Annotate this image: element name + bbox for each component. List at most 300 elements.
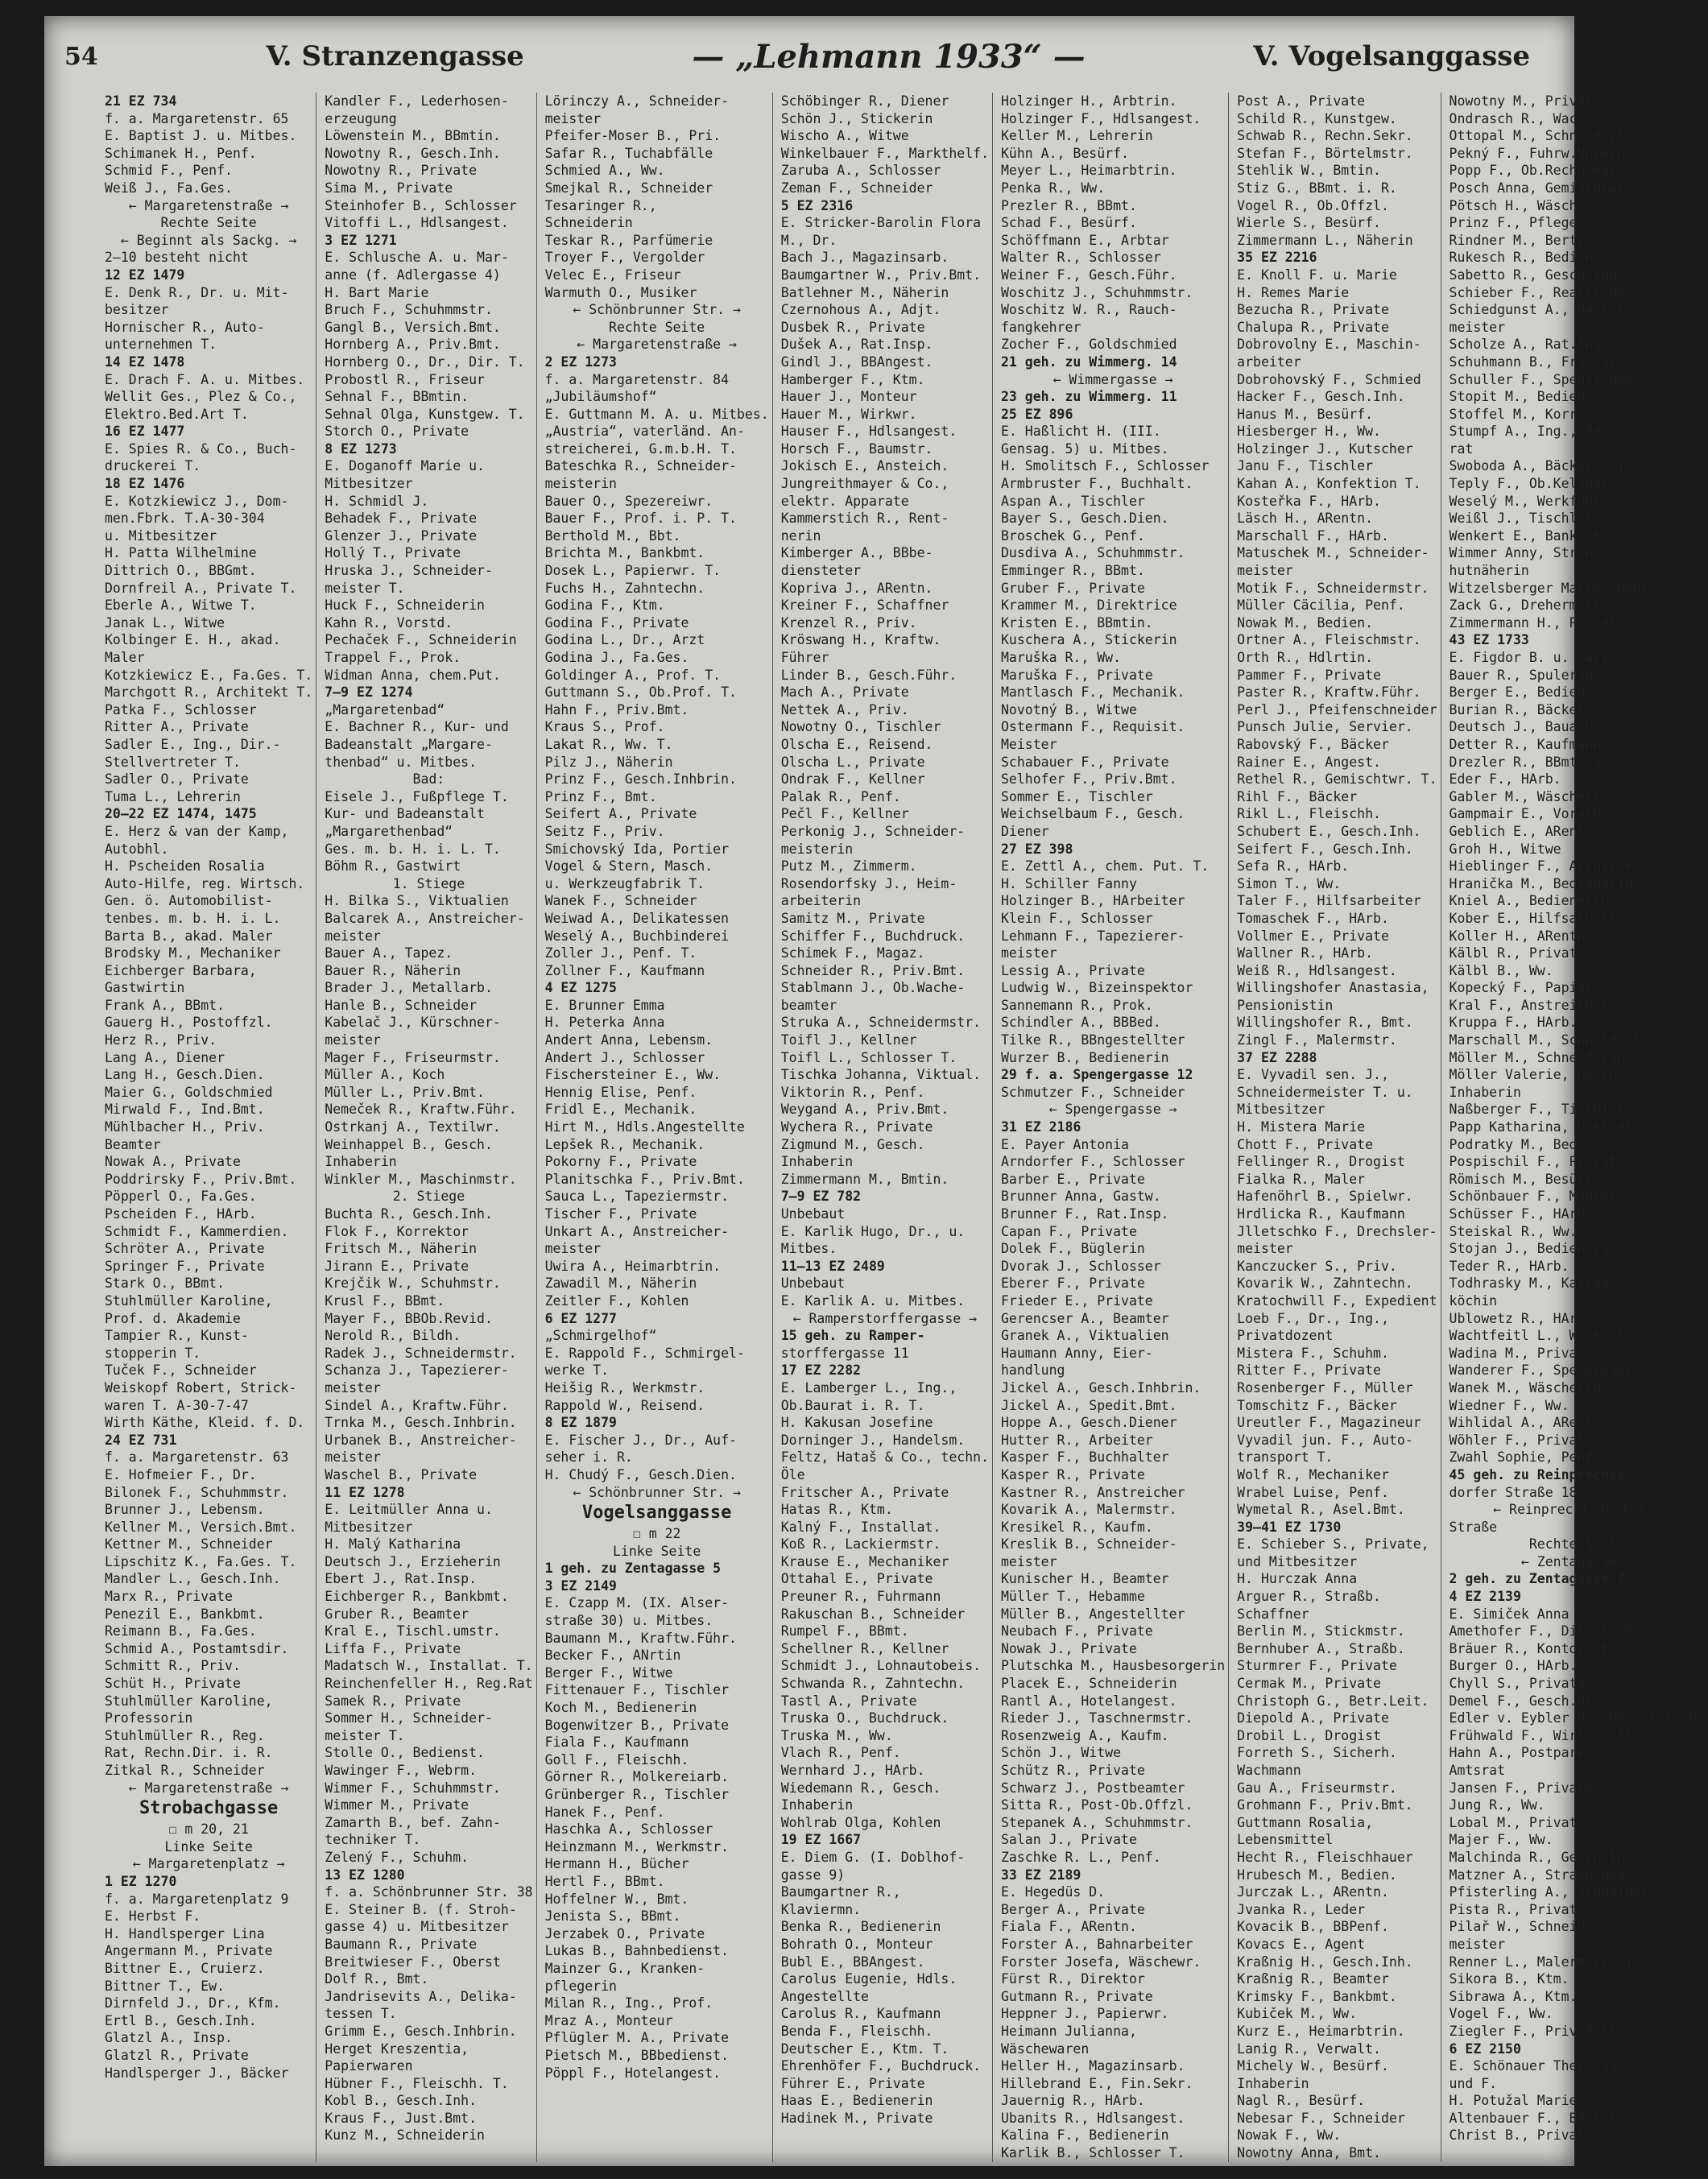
directory-entry: Kniel A., Bedienerin <box>1449 893 1610 909</box>
directory-entry: Breitwieser F., Oberst <box>325 1954 501 1970</box>
directory-entry: Forster Josefa, Wäschewr. <box>1001 1954 1201 1970</box>
directory-entry: Hornischer R., Auto- <box>105 319 265 335</box>
directory-entry: Wallner R., HArb. <box>1237 945 1374 961</box>
directory-entry: Holzinger J., Kutscher <box>1237 440 1413 457</box>
directory-entry: Selhofer F., Priv.Bmt. <box>1001 771 1177 788</box>
directory-entry: Stablmann J., Ob.Wache- <box>780 980 966 996</box>
directory-entry: Hadinek M., Private <box>780 2110 933 2126</box>
directory-entry: Teder R., HArb. <box>1449 1258 1569 1274</box>
directory-entry: Ertl B., Gesch.Inh. <box>105 2012 257 2028</box>
directory-entry: Trnka M., Gesch.Inhbrin. <box>325 1415 517 1431</box>
directory-entry: Papp Katharina, Viktual. <box>1449 1119 1641 1135</box>
directory-entry: Groh H., Witwe <box>1449 841 1561 857</box>
directory-entry: Zamarth B., bef. Zahn- <box>325 1814 501 1830</box>
directory-entry: Mirwald F., Ind.Bmt. <box>105 1102 265 1118</box>
directory-entry: Dorninger J., Handelsm. <box>780 1432 966 1448</box>
directory-entry: Storch O., Private <box>325 424 469 440</box>
directory-entry: Hanus M., Besürf. <box>1237 406 1374 422</box>
directory-entry: Chyll S., Private <box>1449 1676 1586 1692</box>
directory-entry: Schmitt R., Priv. <box>105 1658 241 1674</box>
directory-entry: meister <box>325 1032 381 1048</box>
directory-entry: Hanle B., Schneider <box>325 997 478 1013</box>
directory-entry: H. Hurczak Anna <box>1237 1571 1358 1587</box>
directory-column-5 <box>1001 93 1229 2162</box>
directory-entry: E. Haßlicht H. (III. <box>1001 424 1161 440</box>
directory-entry: Penka R., Ww. <box>1001 180 1106 196</box>
directory-entry: 7—9 EZ 782 <box>780 1189 862 1205</box>
directory-entry: Ortner A., Fleischmstr. <box>1237 632 1421 648</box>
directory-entry: 16 EZ 1477 <box>105 424 185 440</box>
directory-entry: Eberle A., Witwe T. <box>105 597 257 614</box>
directory-entry: Wimmer F., Schuhmmstr. <box>325 1780 501 1796</box>
directory-entry: Weichselbaum F., Gesch. <box>1001 806 1185 822</box>
directory-entry: Fischersteiner E., Ww. <box>544 1067 722 1083</box>
directory-entry: meister <box>1449 319 1506 335</box>
directory-entry: Ostrkanj A., Textilwr. <box>325 1119 501 1135</box>
directory-column-1 <box>105 93 316 2162</box>
directory-entry: Motik F., Schneidermstr. <box>1237 580 1429 596</box>
directory-entry: Dornfreil A., Private T. <box>105 580 297 596</box>
directory-entry: Hauser F., Hdlsangest. <box>780 424 957 440</box>
directory-entry: Hanek F., Penf. <box>544 1804 665 1820</box>
directory-entry: „Margarethenbad“ <box>325 823 453 839</box>
directory-entry: Schuller F., Spedit.Bmt. <box>1449 371 1641 387</box>
directory-entry: meister <box>325 1449 381 1466</box>
directory-entry: Horsch F., Baumstr. <box>780 440 933 457</box>
directory-entry: Schmidt J., Lohnautobeis. <box>780 1658 982 1674</box>
directory-entry: Bauer R., Spulerin <box>1449 667 1594 683</box>
directory-entry: Nowotny R., Gesch.Inh. <box>325 145 501 161</box>
directory-entry: Sannemann R., Prok. <box>1001 997 1153 1013</box>
directory-entry: Kabelač J., Kürschner- <box>325 1015 501 1031</box>
directory-entry: 5 EZ 2316 <box>780 197 854 213</box>
directory-entry: 33 EZ 2189 <box>1001 1867 1081 1883</box>
directory-entry: Schmied A., Ww. <box>544 163 665 179</box>
directory-entry: Zimmermann M., Bmtin. <box>780 1171 949 1187</box>
directory-entry: Krause E., Mechaniker <box>780 1553 949 1569</box>
directory-entry: Seifert A., Private <box>544 806 697 822</box>
directory-entry: meister <box>1237 563 1293 579</box>
directory-entry: Wirth Käthe, Kleid. f. D. <box>105 1415 305 1431</box>
directory-entry: 8 EZ 1879 <box>544 1415 617 1431</box>
directory-entry: Rieder J., Taschnermstr. <box>1001 1710 1193 1726</box>
directory-entry: Hamberger F., Ktm. <box>780 371 925 387</box>
directory-entry: Mager F., Friseurmstr. <box>325 1049 501 1065</box>
directory-entry: Böhm R., Gastwirt <box>325 858 461 874</box>
directory-entry: ← Wimmergasse → <box>1053 371 1173 387</box>
directory-entry: Rumpel F., BBmt. <box>780 1623 909 1639</box>
directory-entry: 37 EZ 2288 <box>1237 1049 1317 1065</box>
directory-entry: Lehmann F., Tapezierer- <box>1001 928 1185 944</box>
directory-entry: ← Beginnt als Sackg. → <box>120 232 297 248</box>
directory-entry: Krejčik W., Schuhmstr. <box>325 1276 501 1292</box>
directory-entry: meister <box>325 928 381 944</box>
directory-entry: 6 EZ 2150 <box>1449 2040 1521 2057</box>
directory-entry: E. Schieber S., Private, <box>1237 1536 1429 1553</box>
directory-entry: Schabauer F., Private <box>1001 754 1169 770</box>
directory-entry: Kur- und Badeanstalt <box>325 806 485 822</box>
directory-entry: Lang A., Diener <box>105 1049 225 1065</box>
directory-entry: Edler v. Eybler H., Oberst i. R. <box>1449 1710 1706 1726</box>
directory-entry: Sindel A., Kraftw.Führ. <box>325 1397 509 1413</box>
directory-entry: 43 EZ 1733 <box>1449 632 1529 648</box>
directory-column-4 <box>781 93 993 2162</box>
directory-entry: Rabovský F., Bäcker <box>1237 736 1389 752</box>
directory-entry: 1 geh. zu Zentagasse 5 <box>544 1561 722 1577</box>
directory-entry: Koß R., Lackiermstr. <box>780 1536 941 1553</box>
directory-entry: Zaschke R. L., Penf. <box>1001 1849 1161 1865</box>
directory-entry: Angermann M., Private <box>105 1943 273 1959</box>
directory-entry: Sommer H., Schneider- <box>325 1710 493 1726</box>
directory-entry: Hahn F., Priv.Bmt. <box>544 701 689 717</box>
directory-entry: Arndorfer F., Schlosser <box>1001 1154 1185 1170</box>
directory-entry: E. Hegedüs D. <box>1001 1884 1106 1900</box>
directory-entry: Ubanits R., Hdlsangest. <box>1001 2110 1185 2126</box>
directory-entry: Hruska J., Schneider- <box>325 563 493 579</box>
directory-entry: meister <box>1237 1241 1293 1257</box>
directory-entry: Mitbesitzer <box>1237 1102 1325 1118</box>
directory-entry: transport T. <box>1237 1449 1334 1466</box>
directory-entry: Unbebaut <box>780 1276 846 1292</box>
directory-entry: Naßberger F., Tischler <box>1449 1102 1626 1118</box>
directory-entry: Hrubesch M., Bedien. <box>1237 1867 1397 1883</box>
directory-entry: Pöpperl O., Fa.Ges. <box>105 1189 257 1205</box>
directory-entry: Michely W., Besürf. <box>1237 2058 1389 2074</box>
directory-entry: Hennig Elise, Penf. <box>544 1084 697 1100</box>
directory-entry: Vyvadil jun. F., Auto- <box>1237 1432 1413 1448</box>
directory-entry: Neubach F., Private <box>1001 1623 1153 1639</box>
directory-entry: Kresikel R., Kaufm. <box>1001 1519 1153 1535</box>
directory-entry: Vogelsanggasse <box>581 1503 732 1524</box>
directory-entry: H. Patta Wilhelmine <box>105 545 257 561</box>
directory-entry: Holzinger F., Hdlsangest. <box>1001 110 1201 126</box>
directory-entry: Stehlik W., Bmtin. <box>1237 163 1381 179</box>
directory-entry: Uwira A., Heimarbtrin. <box>544 1258 722 1274</box>
directory-entry: E. Payer Antonia <box>1001 1136 1129 1152</box>
directory-entry: 15 geh. zu Ramper- <box>780 1328 925 1344</box>
directory-entry: H. Mistera Marie <box>1237 1119 1366 1135</box>
directory-entry: Müller Cäcilia, Penf. <box>1237 597 1405 614</box>
directory-entry: E. Figdor B. u. Marie <box>1449 650 1618 665</box>
directory-entry: Wachtfeitl L., Werkmstr. <box>1449 1328 1641 1344</box>
directory-entry: Krusl F., BBmt. <box>325 1292 445 1309</box>
directory-entry: Wanderer F., Spezereiwr. <box>1449 1362 1641 1379</box>
directory-entry: Fürst R., Direktor <box>1001 1971 1145 1987</box>
directory-entry: Frank A., BBmt. <box>105 997 225 1013</box>
directory-entry: Feltz, Hataš & Co., techn. <box>780 1449 989 1466</box>
directory-entry: Schneider R., Priv.Bmt. <box>780 962 966 978</box>
directory-entry: 11—13 EZ 2489 <box>780 1258 885 1274</box>
directory-entry: Benka R., Bedienerin <box>780 1919 941 1935</box>
directory-entry: Hornberg A., Priv.Bmt. <box>325 337 501 353</box>
directory-entry: Schwab R., Rechn.Sekr. <box>1237 128 1413 144</box>
directory-entry: Rakuschan B., Schneider <box>780 1606 966 1622</box>
directory-entry: Christ B., Private <box>1449 2127 1594 2144</box>
directory-entry: Klein F., Schlosser <box>1001 910 1153 926</box>
directory-entry: Schmid F., Penf. <box>105 163 233 179</box>
directory-entry: Kuschera A., Stickerin <box>1001 632 1177 648</box>
directory-entry: Ritter F., Private <box>1237 1362 1381 1379</box>
directory-entry: Zawadil M., Näherin <box>544 1276 697 1292</box>
directory-entry: Frieder E., Private <box>1001 1292 1153 1309</box>
directory-entry: Pensionistin <box>1237 997 1334 1013</box>
directory-entry: Pilz J., Näherin <box>544 754 673 770</box>
directory-entry: Winkler M., Maschinmstr. <box>325 1171 517 1187</box>
directory-entry: Zimmermann L., Näherin <box>1237 232 1413 248</box>
directory-entry: Pechaček F., Schneiderin <box>325 632 517 648</box>
directory-entry: Christoph G., Betr.Leit. <box>1237 1693 1429 1709</box>
directory-entry: M., Dr. <box>780 232 837 248</box>
directory-entry: E. Diem G. (I. Doblhof- <box>780 1849 966 1865</box>
directory-entry: Weselý A., Buchbinderei <box>544 928 730 944</box>
directory-entry: Kotzkiewicz E., Fa.Ges. T. <box>105 667 313 683</box>
directory-entry: Hoffelner W., Bmt. <box>544 1891 689 1907</box>
directory-entry: E. Lamberger L., Ing., <box>780 1379 957 1395</box>
directory-entry: Rikl L., Fleischh. <box>1237 806 1381 822</box>
directory-entry: Jurczak L., ARentn. <box>1237 1884 1389 1900</box>
directory-entry: Karlik B., Schlosser T. <box>1001 2145 1185 2161</box>
directory-entry: H. Bilka S., Viktualien <box>325 893 509 909</box>
directory-entry: Maruška R., Ww. <box>1001 650 1122 665</box>
directory-entry: Weselý M., Werkführ. <box>1449 493 1610 509</box>
directory-entry: Armbruster F., Buchhalt. <box>1001 476 1193 492</box>
directory-entry: Stepanek A., Schuhmmstr. <box>1001 1814 1193 1830</box>
directory-entry: Haschka A., Schlosser <box>544 1821 713 1838</box>
directory-entry: Fellinger R., Drogist <box>1237 1154 1405 1170</box>
directory-entry: Dosek L., Papierwr. T. <box>544 563 722 579</box>
directory-entry: E. Karlik Hugo, Dr., u. <box>780 1223 966 1239</box>
directory-entry: Viktorin R., Penf. <box>780 1084 925 1100</box>
directory-entry: nerin <box>780 527 821 544</box>
directory-entry: Tilke R., BBngestellter <box>1001 1032 1185 1048</box>
directory-entry: Velec E., Friseur <box>544 267 681 283</box>
directory-entry: Ondrasch R., Wachmann <box>1449 110 1618 126</box>
directory-entry: Chalupa R., Private <box>1237 319 1389 335</box>
directory-entry: Milan R., Ing., Prof. <box>544 1995 713 2012</box>
directory-entry: Sadler O., Private <box>105 771 249 788</box>
directory-entry: Gruber F., Private <box>1001 580 1145 596</box>
directory-columns <box>105 93 1706 2161</box>
directory-entry: Fiala F., ARentn. <box>1001 1919 1137 1935</box>
directory-entry: Gindl J., BBAngest. <box>780 354 933 370</box>
directory-entry: 8 EZ 1273 <box>325 440 397 457</box>
directory-entry: Badeanstalt „Margare- <box>325 736 493 752</box>
directory-entry: hutnäherin <box>1449 563 1529 579</box>
directory-entry: Lebensmittel <box>1237 1832 1334 1848</box>
directory-entry: 39—41 EZ 1730 <box>1237 1519 1342 1535</box>
directory-entry: Goldinger A., Prof. T. <box>544 667 722 683</box>
directory-entry: Wachmann <box>1237 1763 1301 1778</box>
directory-entry: Wenkert E., Bankbmt. <box>1449 527 1610 544</box>
directory-entry: Grohmann F., Priv.Bmt. <box>1237 1797 1413 1813</box>
directory-entry: Popp F., Ob.Rechn.Rat <box>1449 163 1618 179</box>
directory-entry: Burian R., Bäcker <box>1449 701 1586 717</box>
directory-entry: Jandrisevits A., Delika- <box>325 1988 517 2004</box>
directory-entry: Wrabel Luise, Penf. <box>1237 1484 1389 1500</box>
directory-entry: Stopit M., Bedien. <box>1449 389 1594 405</box>
directory-entry: Warmuth O., Musiker <box>544 284 697 300</box>
directory-entry: Kandler F., Lederhosen- <box>325 93 509 109</box>
directory-entry: Bad: <box>412 771 445 788</box>
directory-entry: H. Bart Marie <box>325 284 429 300</box>
directory-entry: Olscha L., Private <box>780 754 925 770</box>
directory-entry: Broschek G., Penf. <box>1001 527 1145 544</box>
directory-entry: E. Fischer J., Dr., Auf- <box>544 1432 737 1448</box>
directory-entry: Linder B., Gesch.Führ. <box>780 667 957 683</box>
directory-entry: Teply F., Ob.Kellner <box>1449 476 1610 492</box>
directory-entry: Barber E., Private <box>1001 1171 1145 1187</box>
directory-entry: Amethofer F., Dir. i. R. <box>1449 1623 1641 1639</box>
directory-entry: Hatas R., Ktm. <box>780 1502 893 1518</box>
directory-entry: Schaffner <box>1237 1606 1309 1622</box>
directory-entry: E. Vyvadil sen. J., <box>1237 1067 1389 1083</box>
directory-entry: Pötsch H., Wäschewr. <box>1449 197 1610 213</box>
directory-entry: 45 geh. zu Reinprechts- <box>1449 1466 1633 1482</box>
directory-entry: Guttmann S., Ob.Prof. T. <box>544 684 737 701</box>
directory-entry: Baumann R., Private <box>325 1936 478 1952</box>
directory-entry: E. Leitmüller Anna u. <box>325 1502 493 1518</box>
directory-entry: Auto-Hilfe, reg. Wirtsch. <box>105 875 305 891</box>
directory-entry: Zitkal R., Schneider <box>105 1763 265 1778</box>
directory-entry: Berger A., Private <box>1001 1901 1145 1917</box>
directory-entry: Hecht R., Fleischhauer <box>1237 1849 1413 1865</box>
directory-entry: Godina F., Private <box>544 614 689 631</box>
directory-entry: Jokisch E., Ansteich. <box>780 458 949 474</box>
directory-entry: E. Spies R. & Co., Buch- <box>105 440 297 457</box>
directory-entry: men.Fbrk. T.A-30-304 <box>105 511 265 527</box>
directory-entry: tessen T. <box>325 2006 397 2022</box>
directory-entry: werke T. <box>544 1362 610 1379</box>
directory-entry: Jungreithmayer & Co., <box>780 476 949 492</box>
directory-entry: Marschall M., Schneiderin <box>1449 1032 1649 1048</box>
directory-entry: Koch M., Bedienerin <box>544 1700 697 1716</box>
directory-entry: Godina L., Dr., Arzt <box>544 632 705 648</box>
directory-entry: Placek E., Schneiderin <box>1001 1676 1177 1692</box>
directory-entry: E. Herbst F. <box>105 1908 201 1925</box>
directory-entry: Preuner R., Fuhrmann <box>780 1589 941 1605</box>
directory-entry: Kopecký F., Papier <box>1449 980 1594 996</box>
directory-entry: stopperin T. <box>105 1345 201 1361</box>
directory-entry: Prof. d. Akademie <box>105 1310 241 1326</box>
directory-entry: ← Schönbrunner Str. → <box>573 302 741 318</box>
directory-entry: Heimann Julianna, <box>1001 2023 1137 2039</box>
directory-entry: Hornberg O., Dr., Dir. T. <box>325 354 525 370</box>
directory-entry: Stumpf A., Ing., Bau- <box>1449 424 1618 440</box>
directory-entry: Smejkal R., Schneider <box>544 180 713 196</box>
directory-entry: Inhaberin <box>1237 2075 1309 2091</box>
directory-entry: meister <box>325 1379 381 1395</box>
directory-entry: Dittrich O., BBGmt. <box>105 563 257 579</box>
directory-entry: Widman Anna, chem.Put. <box>325 667 501 683</box>
directory-entry: Probostl R., Friseur <box>325 371 485 387</box>
directory-entry: Kovarik W., Zahntechn. <box>1237 1276 1413 1292</box>
directory-entry: Mitbesitzer <box>325 1519 413 1535</box>
directory-entry: Wiedemann R., Gesch. <box>780 1780 941 1796</box>
directory-entry: Wolf R., Mechaniker <box>1237 1466 1389 1482</box>
directory-entry: Sehnal Olga, Kunstgew. T. <box>325 406 525 422</box>
directory-entry: Rat, Rechn.Dir. i. R. <box>105 1745 273 1761</box>
directory-entry: Maier G., Goldschmied <box>105 1084 273 1100</box>
directory-entry: Krammer M., Direktrice <box>1001 597 1177 614</box>
directory-entry: Stuhlmüller Karoline, <box>105 1693 273 1709</box>
directory-entry: Meyer L., Heimarbtrin. <box>1001 163 1177 179</box>
directory-entry: Mayer F., BBOb.Revid. <box>325 1310 493 1326</box>
directory-entry: Weiner F., Gesch.Führ. <box>1001 267 1177 283</box>
directory-entry: Mitbes. <box>780 1241 837 1257</box>
directory-entry: Rechte Seite <box>1528 1536 1626 1553</box>
directory-entry: Kosteřka F., HArb. <box>1237 493 1381 509</box>
directory-entry: Gerencser A., Beamter <box>1001 1310 1169 1326</box>
directory-entry: Mistera F., Schuhm. <box>1237 1345 1389 1361</box>
directory-entry: Barta B., akad. Maler <box>105 928 273 944</box>
directory-entry: Fritscher A., Private <box>780 1484 949 1500</box>
directory-entry: Sabetto R., Gesch.Inh. <box>1449 267 1626 283</box>
directory-entry: meisterin <box>544 476 617 492</box>
directory-entry: Kovacs E., Agent <box>1237 1936 1366 1952</box>
directory-entry: Zwahl Sophie, Penf. <box>1449 1449 1602 1466</box>
directory-entry: Truska M., Ww. <box>780 1727 893 1743</box>
directory-entry: Lipschitz K., Fa.Ges. T. <box>105 1553 297 1569</box>
directory-entry: Ludwig W., Bizeinspektor <box>1001 980 1193 996</box>
directory-entry: Steinhofer B., Schlosser <box>325 197 517 213</box>
directory-entry: Rethel R., Gemischtwr. T. <box>1237 771 1437 788</box>
directory-entry: Fittenauer F., Tischler <box>544 1682 730 1698</box>
directory-entry: Deutsch J., Bauarb. <box>1449 719 1602 735</box>
directory-entry: Fiala F., Kaufmann <box>544 1735 689 1751</box>
directory-entry: Brunner Anna, Gastw. <box>1001 1189 1161 1205</box>
directory-entry: tenbes. m. b. H. i. L. <box>105 910 281 926</box>
directory-entry: Planitschka F., Priv.Bmt. <box>544 1171 745 1187</box>
directory-entry: Schild R., Kunstgew. <box>1237 110 1397 126</box>
directory-entry: ☐ m 20, 21 <box>168 1821 249 1838</box>
directory-entry: Kraus F., Just.Bmt. <box>325 2110 478 2126</box>
page-number: 54 <box>64 42 98 71</box>
directory-entry: 1 EZ 1270 <box>105 1873 177 1889</box>
directory-entry: 20—22 EZ 1474, 1475 <box>105 806 257 822</box>
directory-entry: Löwenstein M., BBmtin. <box>325 128 501 144</box>
directory-entry: H. Pscheiden Rosalia <box>105 858 265 874</box>
directory-entry: Swoboda A., Bäckerei T. <box>1449 458 1633 474</box>
directory-entry: rat <box>1449 440 1474 457</box>
directory-entry: Pilař W., Schneider- <box>1449 1919 1610 1935</box>
directory-entry: Jirann E., Private <box>325 1258 469 1274</box>
directory-entry: Truska O., Buchdruck. <box>780 1710 949 1726</box>
directory-entry: H. Schmidl J. <box>325 493 429 509</box>
directory-entry: Hrdlicka R., Kaufmann <box>1237 1206 1405 1222</box>
directory-entry: Müller T., Hebamme <box>1001 1589 1145 1605</box>
directory-entry: Rappold W., Reisend. <box>544 1397 705 1413</box>
directory-entry: H. Handlsperger Lina <box>105 1925 265 1941</box>
directory-entry: Penezil E., Bankbmt. <box>105 1606 265 1622</box>
directory-entry: Zingl F., Malermstr. <box>1237 1032 1397 1048</box>
directory-entry: Nowak F., Ww. <box>1237 2127 1342 2144</box>
directory-entry: Stoffel M., Korresp. <box>1449 406 1610 422</box>
directory-entry: Arguer R., Straßb. <box>1237 1589 1381 1605</box>
directory-entry: erzeugung <box>325 110 397 126</box>
directory-entry: Ostermann F., Requisit. <box>1001 719 1185 735</box>
directory-entry: Rosenzweig A., Kaufm. <box>1001 1727 1169 1743</box>
directory-entry: Berlin M., Stickmstr. <box>1237 1623 1405 1639</box>
directory-entry: Pista R., Private <box>1449 1901 1586 1917</box>
directory-entry: Madatsch W., Installat. T. <box>325 1658 533 1674</box>
directory-entry: 4 EZ 2139 <box>1449 1589 1521 1605</box>
directory-entry: Schanza J., Tapezierer- <box>325 1362 509 1379</box>
directory-entry: Jvanka R., Leder <box>1237 1901 1366 1917</box>
directory-entry: Dobrohovský F., Schmied <box>1237 371 1421 387</box>
directory-entry: Schneidermeister T. u. <box>1237 1084 1413 1100</box>
directory-entry: techniker T. <box>325 1832 421 1848</box>
directory-entry: Sikora B., Ktm. <box>1449 1971 1569 1987</box>
